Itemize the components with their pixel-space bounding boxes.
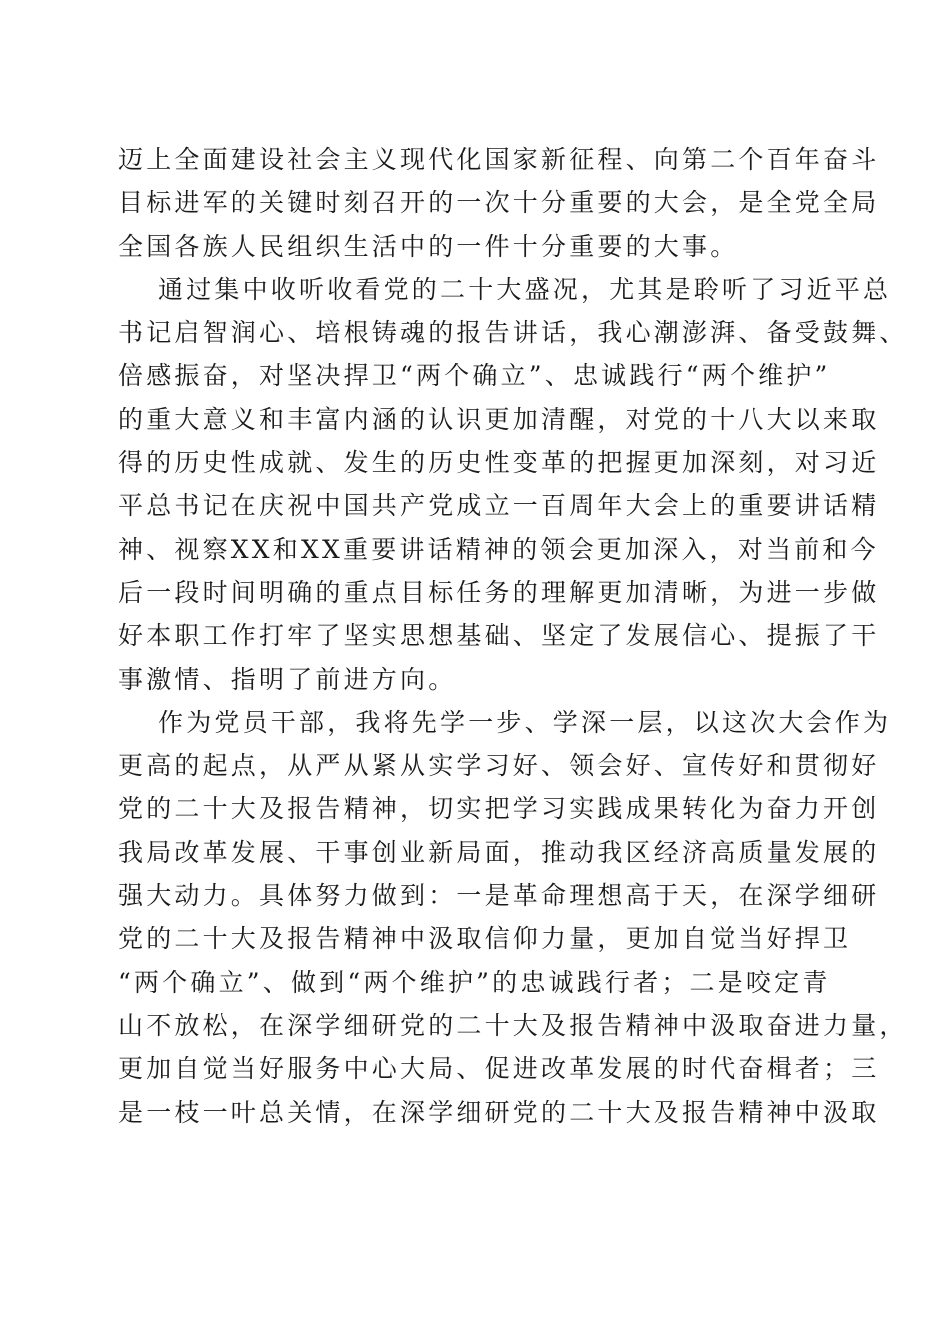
- text-line: 更加自觉当好服务中心大局、促进改革发展的时代奋楫者；三: [118, 1054, 880, 1084]
- text-line: 的重大意义和丰富内涵的认识更加清醒，对党的十八大以来取: [118, 404, 880, 434]
- text-line: 更高的起点，从严从紧从实学习好、领会好、宣传好和贯彻好: [118, 751, 880, 781]
- text-line: 强大动力。具体努力做到：一是革命理想高于天，在深学细研: [118, 881, 880, 911]
- paragraph-start-line: 通过集中收听收看党的二十大盛况，尤其是聆听了习近平总: [158, 274, 892, 304]
- text-line: 后一段时间明确的重点目标任务的理解更加清晰，为进一步做: [118, 577, 880, 607]
- text-line: 倍感振奋，对坚决捍卫“两个确立”、忠诚践行“两个维护”: [118, 361, 831, 391]
- text-line: 全国各族人民组织生活中的一件十分重要的大事。: [118, 231, 739, 261]
- text-line: 平总书记在庆祝中国共产党成立一百周年大会上的重要讲话精: [118, 491, 880, 521]
- text-line: 山不放松，在深学细研党的二十大及报告精神中汲取奋进力量，: [118, 1010, 908, 1040]
- paragraph-start-line: 作为党员干部，我将先学一步、学深一层，以这次大会作为: [158, 707, 892, 737]
- text-line: 神、视察XX和XX重要讲话精神的领会更加深入，对当前和今: [118, 534, 879, 564]
- text-line: “两个确立”、做到“两个维护”的忠诚践行者；二是咬定青: [118, 967, 831, 997]
- text-line: 好本职工作打牢了坚实思想基础、坚定了发展信心、提振了干: [118, 621, 880, 651]
- text-line: 事激情、指明了前进方向。: [118, 664, 457, 694]
- text-line: 党的二十大及报告精神，切实把学习实践成果转化为奋力开创: [118, 794, 880, 824]
- text-line: 目标进军的关键时刻召开的一次十分重要的大会，是全党全局: [118, 188, 880, 218]
- text-line: 得的历史性成就、发生的历史性变革的把握更加深刻，对习近: [118, 448, 880, 478]
- text-line: 党的二十大及报告精神中汲取信仰力量，更加自觉当好捍卫: [118, 924, 852, 954]
- text-line: 书记启智润心、培根铸魂的报告讲话，我心潮澎湃、备受鼓舞、: [118, 318, 908, 348]
- body-text: [118, 138, 908, 1134]
- text-line: 迈上全面建设社会主义现代化国家新征程、向第二个百年奋斗: [118, 145, 880, 174]
- text-line: 我局改革发展、干事创业新局面，推动我区经济高质量发展的: [118, 837, 880, 867]
- text-line: 是一枝一叶总关情，在深学细研党的二十大及报告精神中汲取: [118, 1097, 880, 1127]
